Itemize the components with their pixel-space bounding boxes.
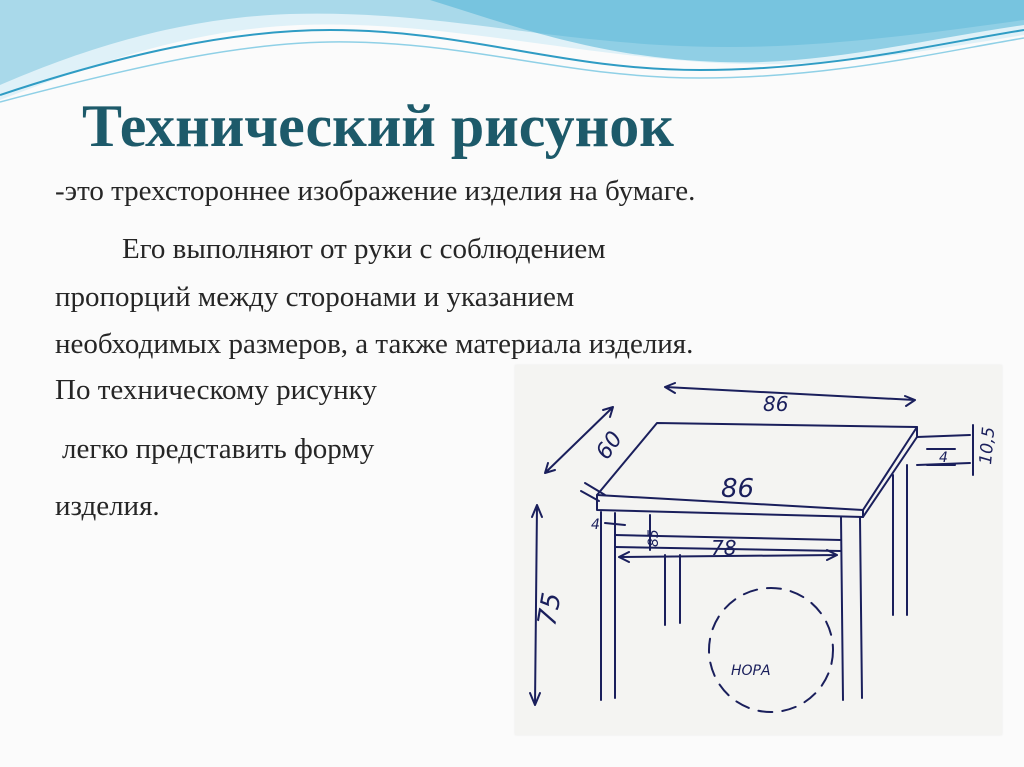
body-line-3: необходимых размеров, а также материала изделия. — [55, 328, 694, 360]
slide-title: Технический рисунок — [82, 93, 674, 159]
table-drawing — [515, 365, 1002, 735]
dim-label-right-a: 10,5 — [976, 425, 1000, 466]
dim-label-front: 86 — [721, 474, 755, 504]
dim-label-left-small: 4 — [591, 517, 600, 533]
dim-label-height: 75 — [532, 590, 568, 629]
dim-label-apron-height: 85 — [646, 529, 662, 547]
dim-label-top: 86 — [763, 392, 789, 416]
body-line-6: изделия. — [55, 490, 160, 522]
table-sketch-image — [515, 365, 1002, 735]
body-line-4: По техническому рисунку — [55, 374, 377, 406]
body-line-2: пропорций между сторонами и указанием — [55, 281, 575, 313]
dim-label-apron-span: 78 — [711, 536, 737, 560]
dim-label-depth: 60 — [591, 427, 628, 465]
dim-label-right-b: 4 — [939, 450, 948, 466]
body-line-1: Его выполняют от руки с соблюдением — [122, 233, 606, 265]
body-line-5: легко представить форму — [62, 433, 375, 465]
knee-space-label: НОРА — [731, 663, 771, 679]
definition-line: -это трехстороннее изображение изделия на бумаге. — [55, 175, 696, 207]
